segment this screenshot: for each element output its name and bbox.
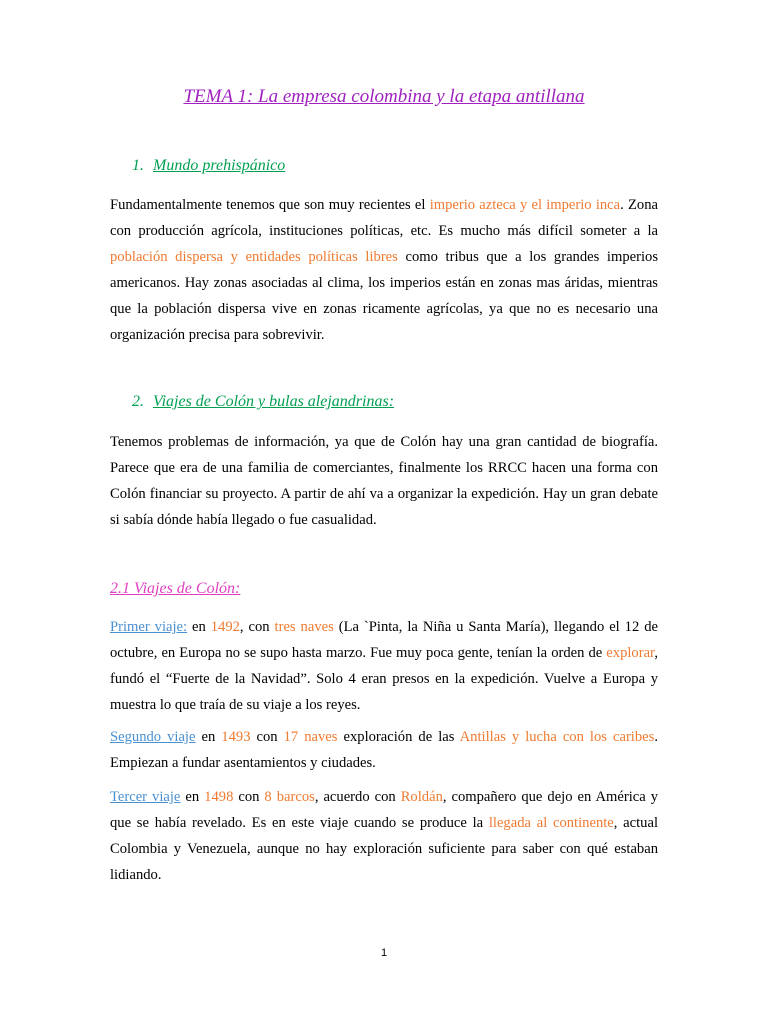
page-title: TEMA 1: La empresa colombina y la etapa antillana	[183, 86, 585, 107]
section-1-number: 1.	[132, 157, 144, 174]
text-run: en	[187, 619, 211, 635]
section-1-heading	[132, 157, 285, 175]
text-run: . Empiezan a fundar asentamientos y ciudades.	[110, 729, 658, 771]
text-run: con	[250, 729, 284, 745]
text-run: . Zona con producción agrícola, instituciones políticas, etc. Es mucho más difícil someter a la	[110, 197, 658, 239]
text-run: , con	[239, 619, 275, 635]
section-2-heading	[132, 393, 394, 411]
page-number: 1	[380, 947, 388, 959]
text-run: en	[195, 729, 222, 745]
viaje-2-label: Segundo viaje	[110, 729, 196, 745]
viaje-3-event: llegada al continente	[488, 815, 614, 831]
text-run: como tribus que a los grandes imperios americanos. Hay zonas asociadas al clima, los imperios están en zonas mas áridas, mientras que la población dispersa vive en zonas ricamente agrícolas, ya que no es necesario una organización precisa para sobrevivir.	[110, 249, 659, 343]
text-run: , compañero que dejo en América y que se había revelado. Es en este viaje cuando se produce la	[110, 789, 659, 831]
section-1-paragraph	[110, 192, 658, 348]
viaje-1-paragraph	[110, 614, 658, 718]
text-run: en	[180, 789, 205, 805]
text-run: Fundamentalmente tenemos que son muy recientes el	[110, 197, 430, 213]
text-run: exploración de las	[337, 729, 460, 745]
text-run: con	[233, 789, 265, 805]
viaje-2-year: 1493	[221, 729, 251, 745]
viaje-2-ships: 17 naves	[283, 729, 338, 745]
highlight-empires: imperio azteca y el imperio inca	[429, 197, 621, 213]
subsection-2-1-heading: 2.1 Viajes de Colón:	[110, 580, 241, 597]
viaje-1-ships: tres naves	[274, 619, 334, 635]
viaje-1-explore: explorar	[606, 645, 655, 661]
text-run: , acuerdo con	[314, 789, 401, 805]
viaje-2-place: Antillas y lucha con los caribes	[459, 729, 655, 745]
section-2-number: 2.	[132, 393, 144, 410]
viaje-3-person: Roldán	[400, 789, 443, 805]
viaje-1-year: 1492	[210, 619, 240, 635]
text-run: (La `Pinta, la Niña u Santa María), llegando el 12 de octubre, en Europa no se supo hasta marzo. Fue muy poca gente, tenían la orden de	[110, 619, 658, 661]
viaje-3-paragraph	[110, 784, 658, 888]
section-1-heading-text: Mundo prehispánico	[153, 157, 286, 174]
text-run: , fundó el “Fuerte de la Navidad”. Solo 4 eran presos en la expedición. Vuelve a Europa y muestra lo que traía de su viaje a los reyes.	[110, 645, 658, 713]
viaje-3-label: Tercer viaje	[110, 789, 181, 805]
section-2-heading-text: Viajes de Colón y bulas alejandrinas:	[153, 393, 395, 410]
section-2-paragraph: Tenemos problemas de información, ya que de Colón hay una gran cantidad de biografía. Parece que era de una familia de comerciantes, finalmente los RRCC hacen una forma con Colón financiar su proyecto. A partir de ahí va a organizar la expedición. Hay un gran debate si sabía dónde había llegado o fue casualidad.	[110, 434, 658, 528]
viaje-2-paragraph	[110, 724, 658, 776]
text-run: , actual Colombia y Venezuela, aunque no hay exploración suficiente para saber con qué estaban lidiando.	[110, 815, 659, 883]
viaje-1-label: Primer viaje:	[110, 619, 188, 635]
viaje-3-ships: 8 barcos	[264, 789, 315, 805]
viaje-3-year: 1498	[204, 789, 234, 805]
highlight-dispersed-population: población dispersa y entidades políticas libres	[110, 249, 398, 265]
